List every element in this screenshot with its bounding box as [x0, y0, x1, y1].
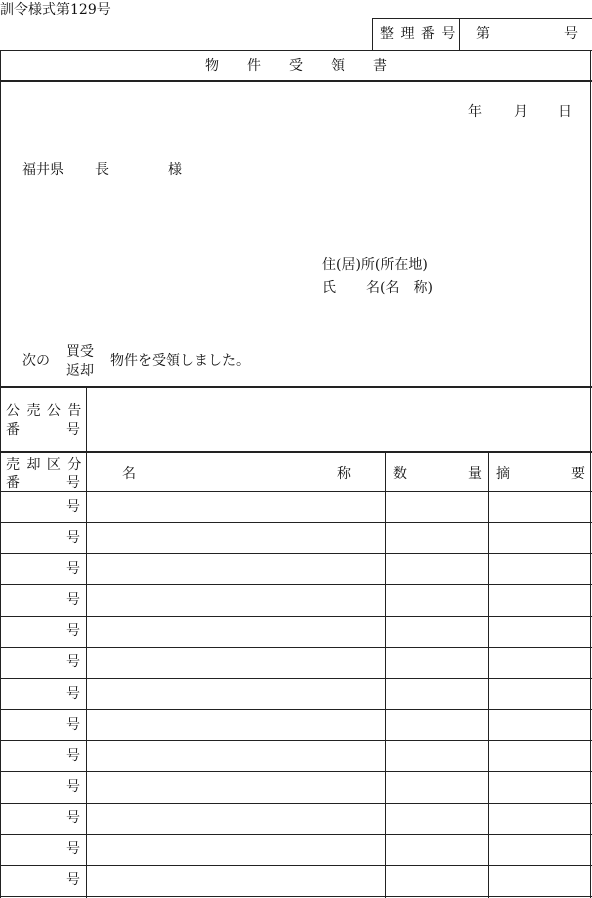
col-name-right: 称	[337, 466, 351, 482]
table-row-number-suffix: 号	[66, 841, 80, 858]
col-qty-left: 数	[393, 466, 407, 482]
serial-suffix: 号	[564, 26, 578, 42]
table-row-divider	[0, 553, 592, 554]
name-label-2: 名(名 称)	[366, 280, 433, 296]
col1-label-bottom-left: 番	[6, 475, 20, 491]
table-row-divider	[0, 616, 592, 617]
notice-label-bottom-right: 号	[66, 422, 80, 438]
table-row-number-suffix: 号	[66, 716, 80, 733]
statement-suffix: 物件を受領しました。	[110, 353, 250, 369]
table-row-divider	[0, 803, 592, 804]
notice-label-top: 公 売 公 告	[6, 403, 83, 419]
statement-option-bottom: 返却	[66, 363, 94, 379]
table-row-number-suffix: 号	[66, 778, 80, 795]
notice-label-bottom-left: 番	[6, 422, 20, 438]
serial-label: 整 理 番 号	[380, 26, 457, 42]
table-row-number-suffix: 号	[66, 498, 80, 515]
table-row-number-suffix: 号	[66, 654, 80, 671]
document-title: 物 件 受 領 書	[205, 58, 387, 74]
col-memo-right: 要	[571, 466, 585, 482]
table-row-number-suffix: 号	[66, 592, 80, 609]
table-row-divider	[0, 865, 592, 866]
table-row-divider	[0, 584, 592, 585]
serial-prefix: 第	[476, 26, 490, 42]
table-row-number-suffix: 号	[66, 810, 80, 827]
table-row-divider	[0, 522, 592, 523]
table-row-number-suffix: 号	[66, 747, 80, 764]
name-label-1: 氏	[322, 280, 336, 296]
date-day: 日	[558, 104, 572, 120]
addressee-honorific: 様	[168, 162, 182, 178]
date-year: 年	[468, 104, 482, 120]
statement-prefix: 次の	[22, 353, 50, 369]
table-row-divider	[0, 740, 592, 741]
table-row-number-suffix: 号	[66, 685, 80, 702]
statement-option-top: 買受	[66, 344, 94, 360]
table-row-divider	[0, 647, 592, 648]
col-qty-right: 量	[468, 466, 482, 482]
table-row-number-suffix: 号	[66, 872, 80, 889]
addressee-pref: 福井県	[22, 162, 64, 178]
table-row-number-suffix: 号	[66, 529, 80, 546]
addressee-chief: 長	[95, 162, 109, 178]
table-row-number-suffix: 号	[66, 560, 80, 577]
col-name-left: 名	[122, 466, 136, 482]
table-row-divider	[0, 709, 592, 710]
form-id: 訓令様式第129号	[0, 2, 111, 18]
table-row-divider	[0, 678, 592, 679]
table-row-divider	[0, 834, 592, 835]
table-row-number-suffix: 号	[66, 623, 80, 640]
date-month: 月	[514, 104, 528, 120]
col1-label-top: 売 却 区 分	[6, 457, 83, 473]
table-row-divider	[0, 771, 592, 772]
col-memo-left: 摘	[496, 466, 510, 482]
col1-label-bottom-right: 号	[66, 475, 80, 491]
address-label: 住(居)所(所在地)	[322, 257, 428, 273]
